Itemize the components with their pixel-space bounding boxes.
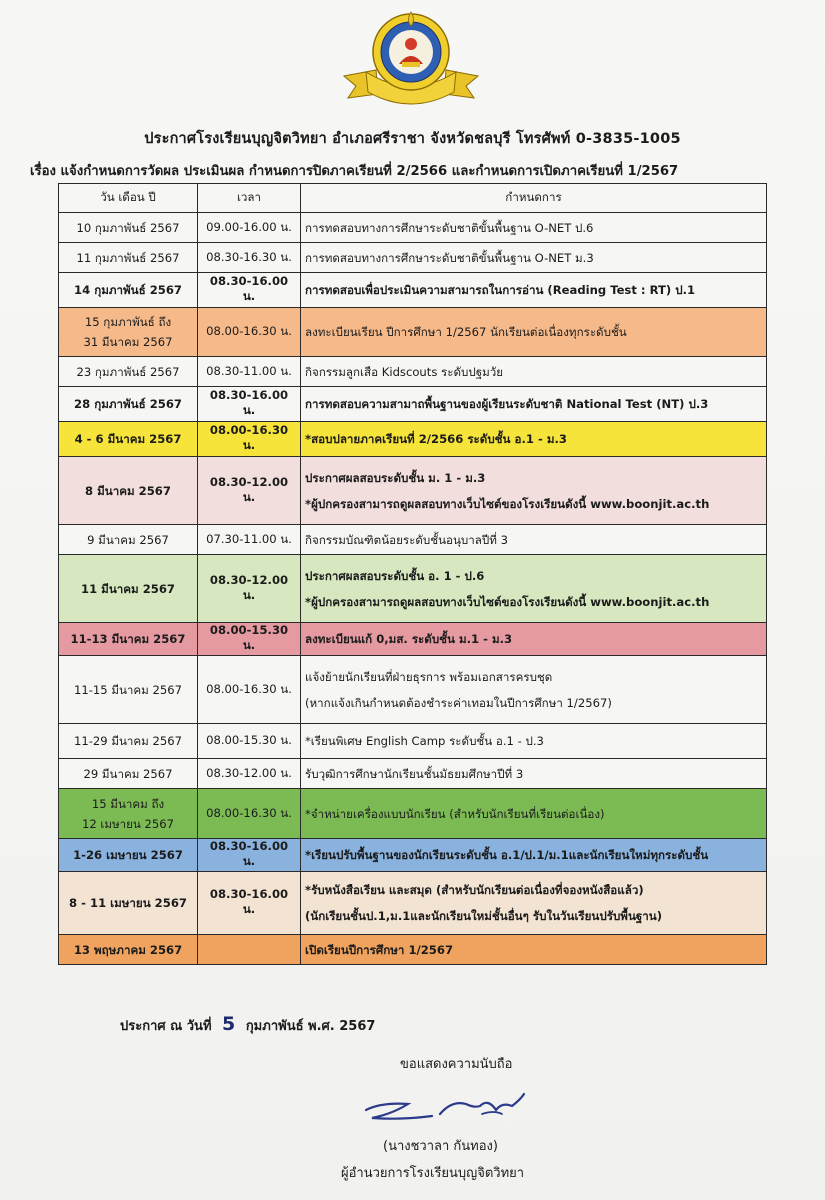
cell-date: 28 กุมภาพันธ์ 2567 bbox=[59, 387, 198, 422]
table-row bbox=[59, 273, 767, 308]
cell-time: 08.30-16.00 น. bbox=[198, 387, 301, 422]
cell-date: 1-26 เมษายน 2567 bbox=[59, 839, 198, 872]
column-header-date: วัน เดือน ปี bbox=[59, 184, 198, 213]
table-row bbox=[59, 839, 767, 872]
schedule-line: การทดสอบความสามาถพื้นฐานของผู้เรียนระดับชาติ National Test (NT) ป.3 bbox=[305, 397, 709, 411]
cell-schedule bbox=[301, 525, 767, 555]
schedule-line: กิจกรรมบัณฑิตน้อยระดับชั้นอนุบาลปีที่ 3 bbox=[305, 532, 508, 547]
schedule-line: รับวุฒิการศึกษานักเรียนชั้นมัธยมศึกษาปีที่ 3 bbox=[305, 766, 524, 781]
cell-schedule bbox=[301, 724, 767, 759]
cell-schedule bbox=[301, 555, 767, 623]
closing-respect: ขอแสดงความนับถือ bbox=[400, 1057, 513, 1072]
cell-time: 08.00-16.30 น. bbox=[198, 789, 301, 839]
cell-date: 14 กุมภาพันธ์ 2567 bbox=[59, 273, 198, 308]
table-row bbox=[59, 387, 767, 422]
schedule-line: (นักเรียนชั้นป.1,ม.1และนักเรียนใหม่ชั้นอื่นๆ รับในวันเรียนปรับพื้นฐาน) bbox=[305, 909, 663, 923]
cell-schedule bbox=[301, 387, 767, 422]
cell-date: 15 กุมภาพันธ์ ถึง 31 มีนาคม 2567 bbox=[59, 308, 198, 357]
schedule-line-with-link: *ผู้ปกครองสามารถดูผลสอบทางเว็บไซต์ของโรงเรียนดังนี้ www.boonjit.ac.th bbox=[305, 594, 710, 609]
cell-schedule bbox=[301, 623, 767, 656]
cell-date: 11-13 มีนาคม 2567 bbox=[59, 623, 198, 656]
cell-date: 11 กุมภาพันธ์ 2567 bbox=[59, 243, 198, 273]
cell-date: 11-29 มีนาคม 2567 bbox=[59, 724, 198, 759]
table-row bbox=[59, 525, 767, 555]
cell-time: 08.30-12.00 น. bbox=[198, 759, 301, 789]
table-row bbox=[59, 724, 767, 759]
schedule-line: ลงทะเบียนแก้ 0,มส. ระดับชั้น ม.1 - ม.3 bbox=[305, 632, 513, 646]
cell-time: 08.30-12.00 น. bbox=[198, 555, 301, 623]
column-header-time: เวลา bbox=[198, 184, 301, 213]
announcement-suffix: กุมภาพันธ์ พ.ศ. 2567 bbox=[245, 1019, 376, 1034]
cell-time: 07.30-11.00 น. bbox=[198, 525, 301, 555]
cell-date: 9 มีนาคม 2567 bbox=[59, 525, 198, 555]
schedule-line: *เรียนพิเศษ English Camp ระดับชั้น อ.1 - ป.3 bbox=[305, 734, 544, 748]
announcement-day: 5 bbox=[222, 1013, 236, 1035]
table-row bbox=[59, 789, 767, 839]
cell-date: 4 - 6 มีนาคม 2567 bbox=[59, 422, 198, 457]
schedule-line: การทดสอบเพื่อประเมินความสามารถในการอ่าน (Reading Test : RT) ป.1 bbox=[305, 283, 696, 297]
schedule-line: ประกาศผลสอบระดับชั้น อ. 1 - ป.6 bbox=[305, 568, 485, 583]
schedule-line-with-link: *ผู้ปกครองสามารถดูผลสอบทางเว็บไซต์ของโรงเรียนดังนี้ www.boonjit.ac.th bbox=[305, 496, 710, 511]
cell-schedule bbox=[301, 357, 767, 387]
cell-time: 08.00-15.30 น. bbox=[198, 623, 301, 656]
cell-time: 08.00-16.30 น. bbox=[198, 422, 301, 457]
cell-date: 11 มีนาคม 2567 bbox=[59, 555, 198, 623]
cell-time: 08.00-15.30 น. bbox=[198, 724, 301, 759]
school-seal-icon bbox=[336, 8, 486, 118]
cell-date: 11-15 มีนาคม 2567 bbox=[59, 656, 198, 724]
cell-schedule bbox=[301, 273, 767, 308]
announcement-date bbox=[120, 1013, 375, 1036]
table-row bbox=[59, 623, 767, 656]
column-header-schedule: กำหนดการ bbox=[301, 184, 767, 213]
cell-schedule bbox=[301, 935, 767, 965]
cell-date: 13 พฤษภาคม 2567 bbox=[59, 935, 198, 965]
schedule-line: *จำหน่ายเครื่องแบบนักเรียน (สำหรับนักเรียนที่เรียนต่อเนื่อง) bbox=[305, 806, 605, 821]
schedule-line: กิจกรรมลูกเสือ Kidscouts ระดับปฐมวัย bbox=[305, 364, 504, 379]
cell-date: 8 มีนาคม 2567 bbox=[59, 457, 198, 525]
cell-date: 29 มีนาคม 2567 bbox=[59, 759, 198, 789]
cell-schedule bbox=[301, 656, 767, 724]
announcement-prefix: ประกาศ ณ วันที่ bbox=[120, 1019, 212, 1034]
cell-schedule bbox=[301, 308, 767, 357]
schedule-line: การทดสอบทางการศึกษาระดับชาติขั้นพื้นฐาน O-NET ม.3 bbox=[305, 250, 594, 265]
schedule-line: ลงทะเบียนเรียน ปีการศึกษา 1/2567 นักเรียนต่อเนื่องทุกระดับชั้น bbox=[305, 325, 627, 339]
cell-time: 09.00-16.00 น. bbox=[198, 213, 301, 243]
page-title: ประกาศโรงเรียนบุญจิตวิทยา อำเภอศรีราชา จังหวัดชลบุรี โทรศัพท์ 0-3835-1005 bbox=[144, 131, 681, 147]
table-row bbox=[59, 656, 767, 724]
cell-schedule bbox=[301, 759, 767, 789]
signer-title: ผู้อำนวยการโรงเรียนบุญจิตวิทยา bbox=[341, 1166, 525, 1181]
table-row bbox=[59, 555, 767, 623]
cell-date: 10 กุมภาพันธ์ 2567 bbox=[59, 213, 198, 243]
table-row bbox=[59, 935, 767, 965]
table-row bbox=[59, 422, 767, 457]
cell-date: 8 - 11 เมษายน 2567 bbox=[59, 872, 198, 935]
cell-schedule bbox=[301, 839, 767, 872]
table-row bbox=[59, 457, 767, 525]
table-row bbox=[59, 872, 767, 935]
cell-time bbox=[198, 935, 301, 965]
signer-name: (นางชวาลา กันทอง) bbox=[383, 1139, 498, 1154]
cell-schedule bbox=[301, 422, 767, 457]
document-subject: เรื่อง แจ้งกำหนดการวัดผล ประเมินผล กำหนดการปิดภาคเรียนที่ 2/2566 และกำหนดการเปิดภาคเรียนที่ 1/2567 bbox=[30, 164, 679, 179]
schedule-line: *สอบปลายภาคเรียนที่ 2/2566 ระดับชั้น อ.1 - ม.3 bbox=[305, 432, 567, 446]
table-row bbox=[59, 243, 767, 273]
cell-time: 08.30-11.00 น. bbox=[198, 357, 301, 387]
table-row bbox=[59, 308, 767, 357]
table-row bbox=[59, 357, 767, 387]
cell-schedule bbox=[301, 789, 767, 839]
cell-schedule bbox=[301, 213, 767, 243]
table-row bbox=[59, 759, 767, 789]
cell-time: 08.30-16.00 น. bbox=[198, 839, 301, 872]
table-row bbox=[59, 213, 767, 243]
schedule-line: (หากแจ้งเกินกำหนดต้องชำระค่าเทอมในปีการศึกษา 1/2567) bbox=[305, 695, 612, 710]
table-header-row bbox=[59, 184, 767, 213]
cell-schedule bbox=[301, 243, 767, 273]
schedule-table bbox=[58, 183, 767, 965]
cell-time: 08.30-16.00 น. bbox=[198, 872, 301, 935]
cell-time: 08.30-16.30 น. bbox=[198, 243, 301, 273]
cell-schedule bbox=[301, 457, 767, 525]
schedule-line: ประกาศผลสอบระดับชั้น ม. 1 - ม.3 bbox=[305, 470, 486, 485]
schedule-line: เปิดเรียนปีการศึกษา 1/2567 bbox=[305, 942, 454, 957]
schedule-line: *รับหนังสือเรียน และสมุด (สำหรับนักเรียนต่อเนื่องที่จองหนังสือแล้ว) bbox=[305, 883, 644, 897]
schedule-line: *เรียนปรับพื้นฐานของนักเรียนระดับชั้น อ.1/ป.1/ม.1และนักเรียนใหม่ทุกระดับชั้น bbox=[305, 848, 709, 862]
cell-time: 08.30-12.00 น. bbox=[198, 457, 301, 525]
cell-time: 08.00-16.30 น. bbox=[198, 308, 301, 357]
schedule-line: การทดสอบทางการศึกษาระดับชาติขั้นพื้นฐาน O-NET ป.6 bbox=[305, 220, 594, 235]
cell-date: 15 มีนาคม ถึง 12 เมษายน 2567 bbox=[59, 789, 198, 839]
handwritten-signature bbox=[362, 1080, 532, 1130]
cell-schedule bbox=[301, 872, 767, 935]
cell-time: 08.00-16.30 น. bbox=[198, 656, 301, 724]
schedule-line: แจ้งย้ายนักเรียนที่ฝ่ายธุรการ พร้อมเอกสารครบชุด bbox=[305, 669, 553, 684]
cell-time: 08.30-16.00 น. bbox=[198, 273, 301, 308]
cell-date: 23 กุมภาพันธ์ 2567 bbox=[59, 357, 198, 387]
